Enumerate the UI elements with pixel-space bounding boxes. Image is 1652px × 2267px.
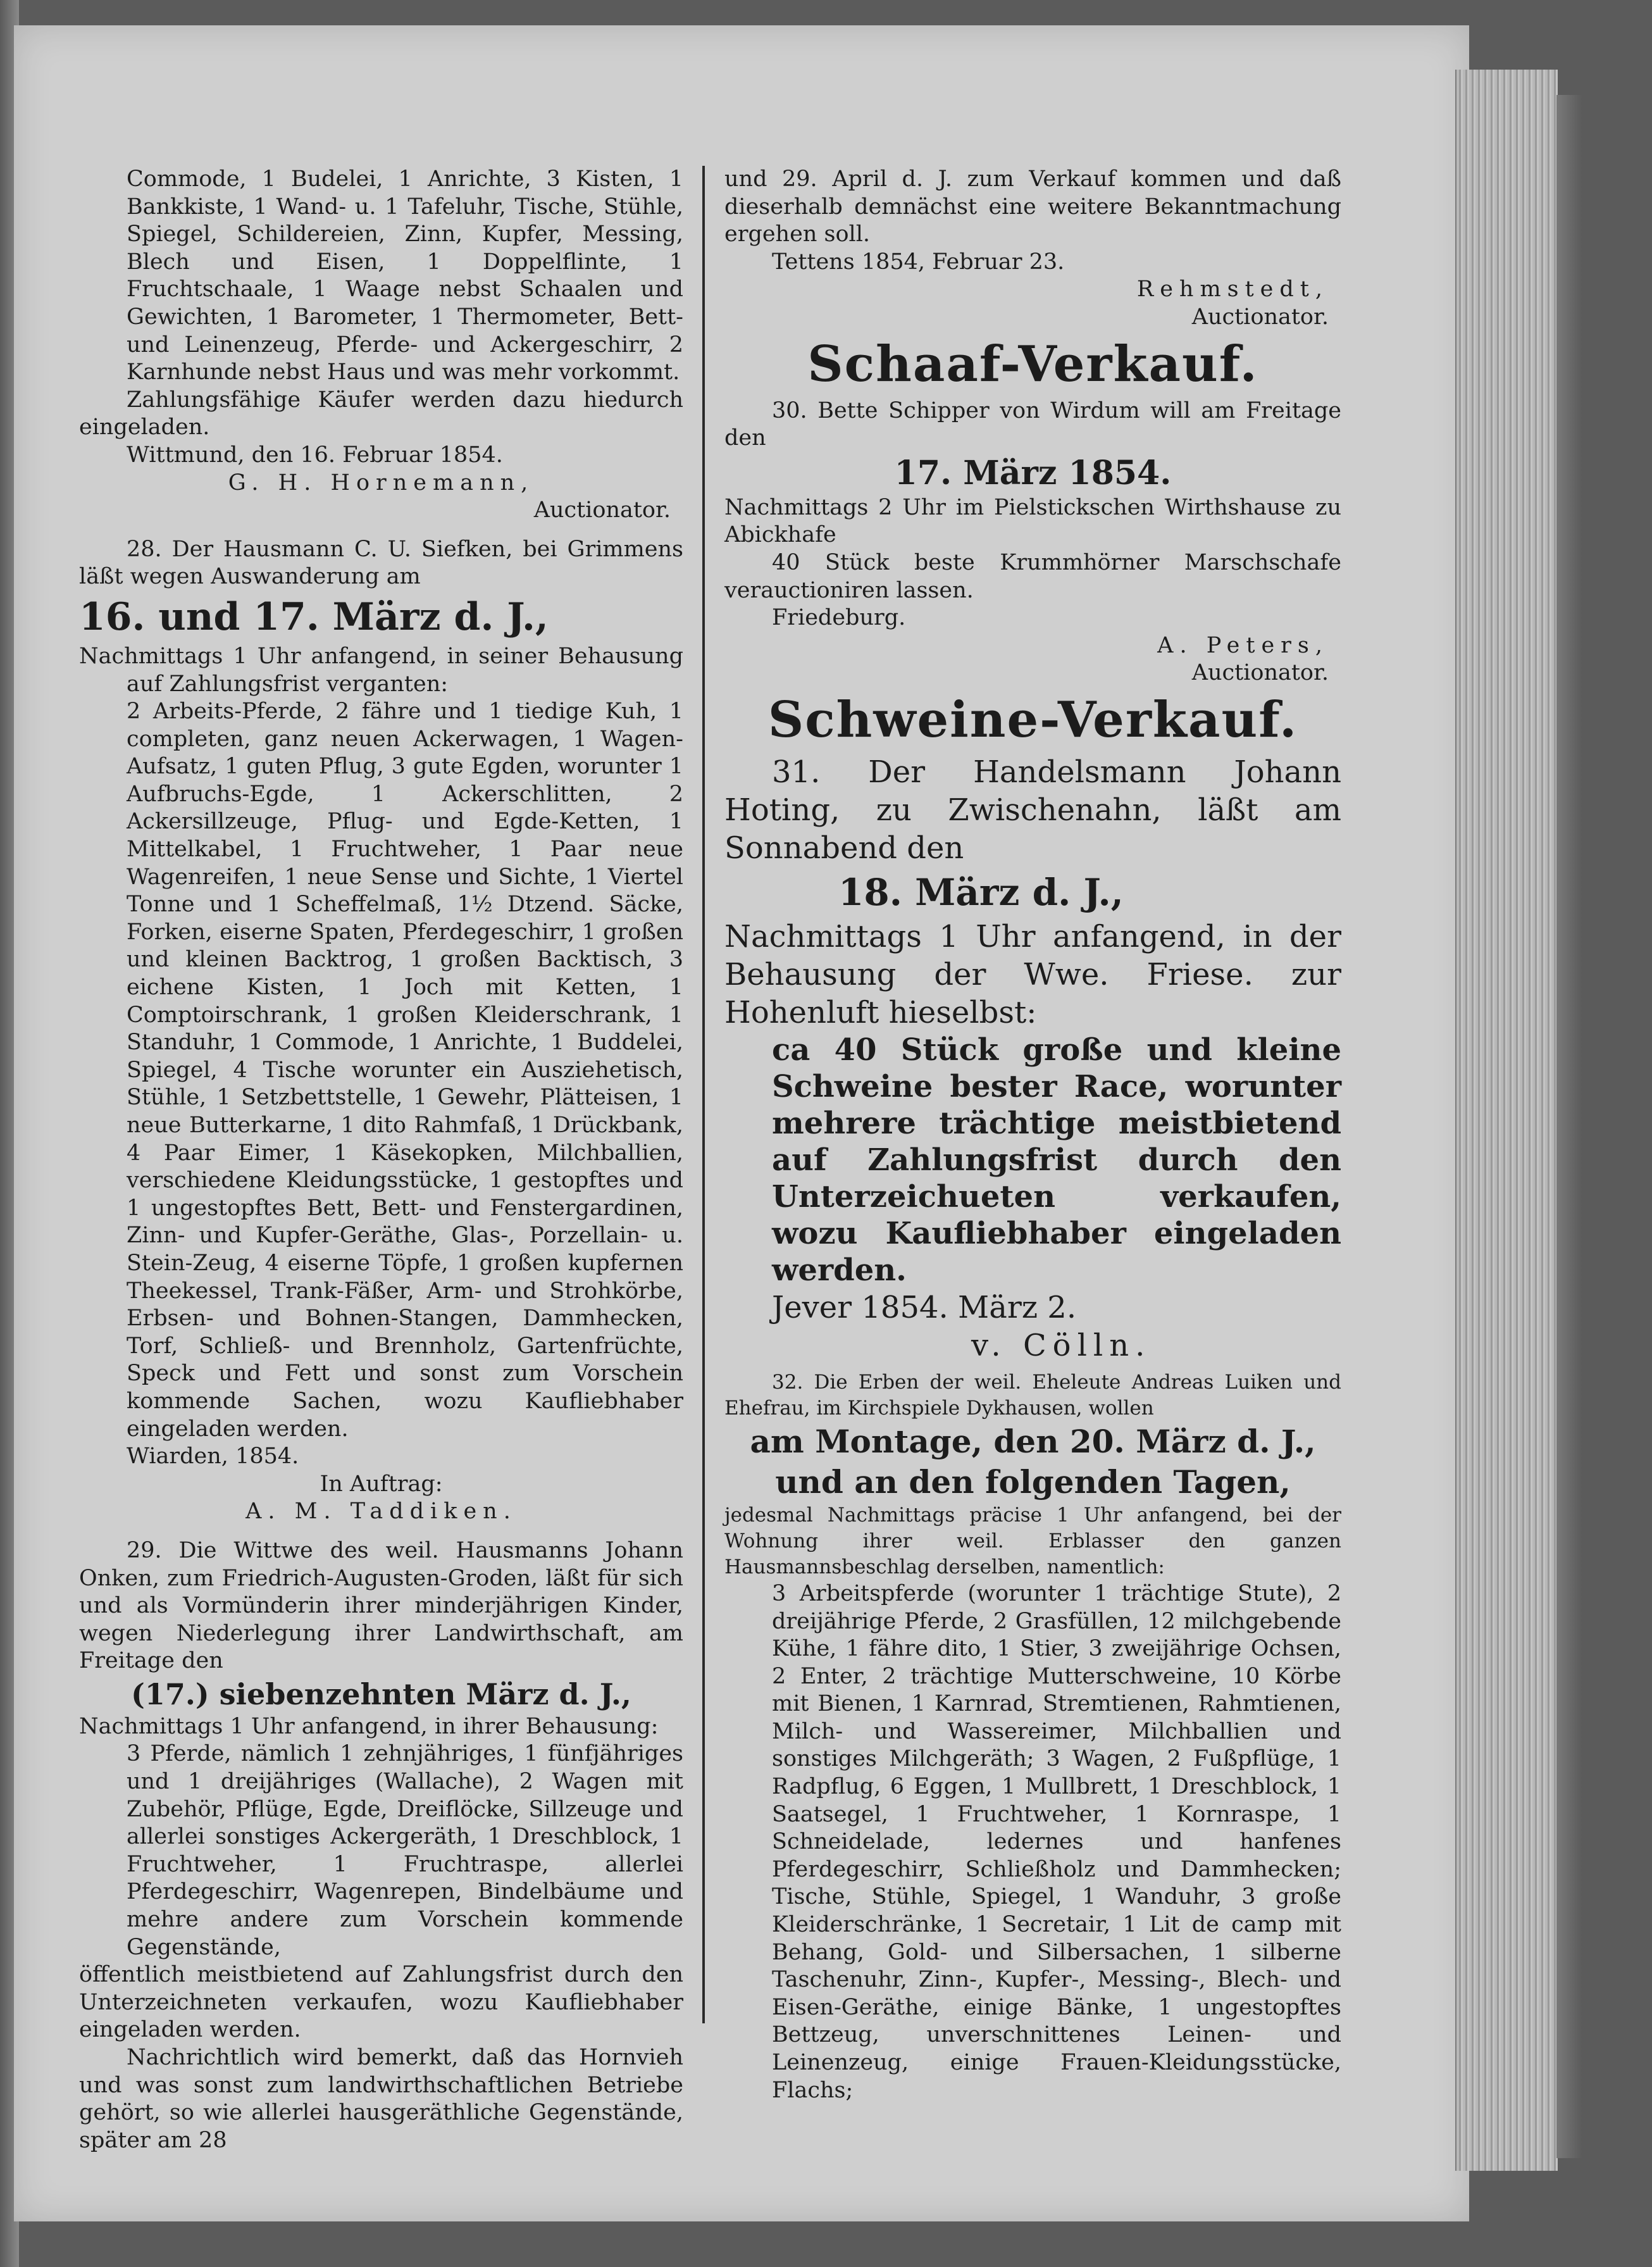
notice-28-signer: A. M. Taddiken.: [245, 1499, 517, 1525]
notice-30-time: Nachmittags 2 Uhr im Pielstickschen Wirthshause zu Abickhafe: [724, 494, 1341, 548]
page-edges-stack: [1455, 70, 1558, 2171]
page-stack-shadow: [1556, 95, 1582, 2158]
notice-32-intro: 32. Die Erben der weil. Eheleute Andreas Luiken und Ehefrau, im Kirchspiele Dykhausen, wollen: [724, 1370, 1341, 1420]
column-divider: [702, 166, 705, 2023]
dateline: Wittmund, den 16. Februar 1854.: [127, 442, 503, 468]
notice-30-intro: 30. Bette Schipper von Wirdum will am Freitage den: [724, 397, 1341, 451]
notice-29-items: 3 Pferde, nämlich 1 zehnjähriges, 1 fünfjähriges und 1 dreijähriges (Wallache), 2 Wagen mit Zubehör, Pflüge, Egde, Dreiflöcke, Sillzeuge und allerlei sonstiges Ackergeräth, 1 Dreschblock, 1 Fruchtweher, 1 Fruchtraspe, allerlei Pferdegeschirr, Wagenrepen, Bindelbäume und mehre andere zum Vorschein kommende Gegenstände,: [127, 1741, 683, 1960]
notice-31-items: ca 40 Stück große und kleine Schweine bester Race, worunter mehrere trächtige meistbietend auf Zahlungsfrist durch den Unterzeichueten verkaufen, wozu Kaufliebhaber eingeladen werden.: [772, 1032, 1341, 1288]
notice-30-items: 40 Stück beste Krummhörner Marschschafe verauctioniren lassen.: [724, 549, 1341, 603]
notice-28-date: 16. und 17. März d. J.,: [79, 594, 549, 639]
heading-sheep-sale: Schaaf-Verkauf.: [807, 335, 1258, 393]
notice-31-dateline: Jever 1854. März 2.: [772, 1289, 1077, 1325]
notice-32-time: jedesmal Nachmittags präcise 1 Uhr anfangend, bei der Wohnung ihrer weil. Erblasser den ganzen Hausmannsbeschlag derselben, namentlich:: [724, 1503, 1341, 1578]
notice-32-date-continued: und an den folgenden Tagen,: [775, 1463, 1291, 1501]
invitation-text: Zahlungsfähige Käufer werden dazu hiedurch eingeladen.: [79, 387, 683, 440]
notice-29-dateline: Tettens 1854, Februar 23.: [772, 249, 1065, 275]
notice-29-date: (17.) siebenzehnten März d. J.,: [131, 1677, 631, 1711]
notice-31-time: Nachmittags 1 Uhr anfangend, in der Behausung der Wwe. Friese. zur Hohenluft hieselbst:: [724, 918, 1341, 1030]
notice-29-intro: 29. Die Wittwe des weil. Hausmanns Johann Onken, zum Friedrich-Augusten-Groden, läßt für sich und als Vormünderin ihrer minderjährigen Kinder, wegen Niederlegung ihrer Landwirthschaft, am Freitage den: [79, 1537, 683, 1674]
heading-pig-sale: Schweine-Verkauf.: [767, 690, 1298, 749]
notice-28-intro: 28. Der Hausmann C. U. Siefken, bei Grimmens läßt wegen Auswanderung am: [79, 536, 683, 590]
notice-32-items: 3 Arbeitspferde (worunter 1 trächtige Stute), 2 dreijährige Pferde, 2 Grasfüllen, 12 milchgebende Kühe, 1 fähre dito, 1 Stier, 3 zweijährige Ochsen, 2 Enter, 2 trächtige Mutterschweine, 10 Körbe mit Bienen, 1 Karnrad, Stremtienen, Rahmtienen, Milch- und Wassereimer, Milchballien und sonstiges Milchgeräth; 3 Wagen, 2 Fußpflüge, 1 Radpflug, 6 Eggen, 1 Mullbrett, 1 Dreschblock, 1 Saatsegel, 1 Fruchtweher, 1 Kornraspe, 1 Schneidelade, ledernes und hanfenes Pferdegeschirr, Schließholz und Dammhecken; Tische, Stühle, Spiegel, 1 Wanduhr, 3 große Kleiderschränke, 1 Secretair, 1 Lit de camp mit Behang, Gold- und Silbersachen, 1 silberne Taschenuhr, Zinn-, Kupfer-, Messing-, Blech- und Eisen-Geräthe, einige Bänke, 1 ungestopftes Bettzeug, unverschnittenes Leinen- und Leinenzeug, einige Frauen-Kleidungsstücke, Flachs;: [772, 1580, 1341, 2103]
notice-29-note: Nachrichtlich wird bemerkt, daß das Hornvieh und was sonst zum landwirthschaftlichen Betriebe gehört, so wie allerlei hausgeräthliche Gegenstände, später am 28: [79, 2045, 683, 2153]
notice-28-time: Nachmittags 1 Uhr anfangend, in seiner Behausung auf Zahlungsfrist verganten:: [79, 643, 683, 697]
notice-28-items: 2 Arbeits-Pferde, 2 fähre und 1 tiedige Kuh, 1 completen, ganz neuen Ackerwagen, 1 Wagen-Aufsatz, 1 guten Pflug, 3 gute Egden, worunter 1 Aufbruchs-Egde, 1 Ackerschlitten, 2 Ackersillzeuge, Pflug- und Egde-Ketten, 1 Mittelkabel, 1 Fruchtweher, 1 Paar neue Wagenreifen, 1 neue Sense und Sichte, 1 Viertel Tonne und 1 Scheffelmaß, 1½ Dtzend. Säcke, Forken, eiserne Spaten, Pferdegeschirr, 1 großen und kleinen Backtrog, 1 großen Backtisch, 3 eichene Kisten, 1 Joch mit Ketten, 1 Comptoirschrank, 1 großen Kleiderschrank, 1 Standuhr, 1 Commode, 1 Anrichte, 1 Buddelei, Spiegel, 4 Tische worunter ein Ausziehetisch, Stühle, 1 Setzbettstelle, 1 Gewehr, Plätteisen, 1 neue Butterkarne, 1 dito Rahmfaß, 1 Drückbank, 4 Paar Eimer, 1 Käsekopken, Milchballien, verschiedene Kleidungsstücke, 1 gestopftes und 1 ungestopftes Bett, Bett- und Fenstergardinen, Zinn- und Kupfer-Geräthe, Glas-, Porzellain- u. Stein-Zeug, 4 eiserne Töpfe, 1 großen kupfernen Theekessel, Trank-Fäßer, Arm- und Strohkörbe, Erbsen- und Bohnen-Stangen, Dammhecken, Torf, Schließ- und Brennholz, Gartenfrüchte, Speck und Fett und sonst zum Vorschein kommende Sachen, wozu Kaufliebhaber eingeladen werden.: [127, 699, 683, 1442]
notice-28-commission: In Auftrag:: [320, 1471, 443, 1497]
left-column: [79, 166, 683, 2154]
notice-29-terms: öffentlich meistbietend auf Zahlungsfrist durch den Unterzeichneten verkaufen, wozu Kaufliebhaber eingeladen werden.: [79, 1962, 683, 2043]
auctioneer-role: Auctionator.: [533, 497, 671, 523]
notice-29-time: Nachmittags 1 Uhr anfangend, in ihrer Behausung:: [79, 1713, 659, 1739]
notice-31-intro: 31. Der Handelsmann Johann Hoting, zu Zwischenahn, läßt am Sonnabend den: [724, 754, 1341, 866]
auctioneer-name: G. H. Hornemann,: [228, 470, 535, 496]
right-column: [724, 166, 1341, 2104]
lot-list-continued: Commode, 1 Budelei, 1 Anrichte, 3 Kisten, 1 Bankkiste, 1 Wand- u. 1 Tafeluhr, Tische, Stühle, Spiegel, Schildereien, Zinn, Kupfer, Messing, Blech und Eisen, 1 Doppelflinte, 1 Fruchtschaale, 1 Waage nebst Schaalen und Gewichten, 1 Barometer, 1 Thermometer, Bett- und Leinenzeug, Pferde- und Ackergeschirr, 2 Karnhunde nebst Haus und was mehr vorkommt.: [127, 166, 683, 385]
notice-31-date: 18. März d. J.,: [838, 870, 1124, 914]
notice-30-dateline: Friedeburg.: [772, 605, 906, 631]
notice-29-role: Auctionator.: [1191, 304, 1329, 330]
notice-30-role: Auctionator.: [1191, 660, 1329, 686]
notice-29-continued: und 29. April d. J. zum Verkauf kommen und daß dieserhalb demnächst eine weitere Bekanntmachung ergehen soll.: [724, 166, 1341, 247]
notice-30-signer: A. Peters,: [1157, 632, 1329, 658]
notice-32-date: am Montage, den 20. März d. J.,: [750, 1422, 1316, 1460]
notice-29-signer: Rehmstedt,: [1136, 277, 1329, 303]
notice-28-dateline: Wiarden, 1854.: [127, 1444, 299, 1470]
notice-30-date: 17. März 1854.: [894, 453, 1172, 492]
notice-31-signer: v. Cölln.: [971, 1327, 1152, 1363]
